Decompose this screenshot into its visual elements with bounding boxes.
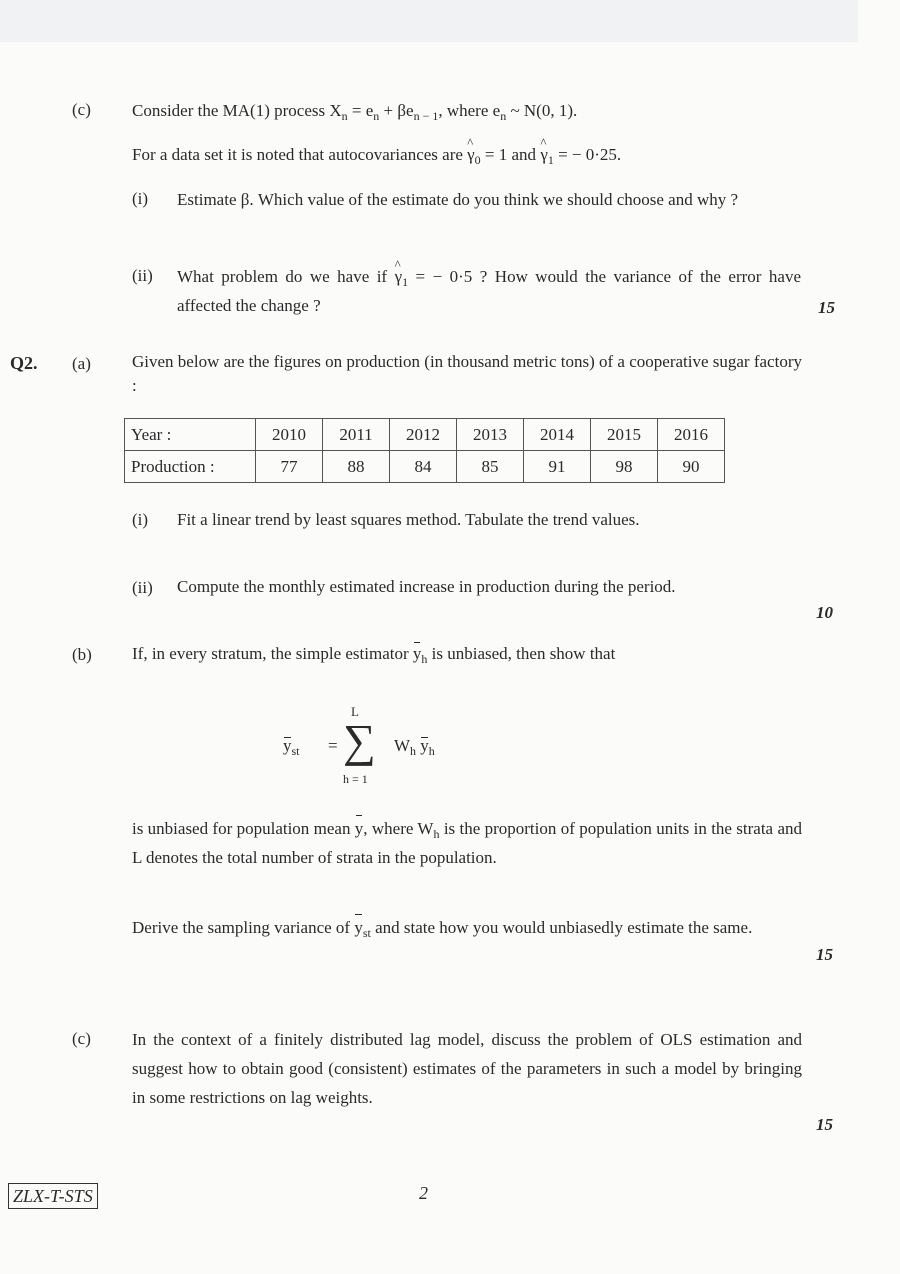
table-cell: 2013 [457, 419, 524, 451]
q2c-marks: 15 [816, 1115, 833, 1134]
table-cell: 2016 [658, 419, 725, 451]
table-cell: 2014 [524, 419, 591, 451]
q2a-ii-label: (ii) [132, 578, 153, 597]
table-cell: 91 [524, 451, 591, 483]
table-header-production: Production : [125, 451, 256, 483]
table-cell: 85 [457, 451, 524, 483]
q1c-marks: 15 [818, 298, 835, 317]
q2b-para2: Derive the sampling variance of $y_{st}$ and state how you would unbiasedly estimate the same. [132, 913, 802, 942]
q1c-label: (c) [72, 100, 91, 119]
q2a-i-text: Fit a linear trend by least squares method. Tabulate the trend values. [177, 510, 640, 529]
q2b-para1: is unbiased for population mean y, where $W_h$ is the proportion of population units in the strata and L denotes the total number of strata in the population. [132, 814, 802, 872]
table-cell: 2012 [390, 419, 457, 451]
top-band [0, 0, 858, 42]
q2a-marks: 10 [816, 603, 833, 622]
table-row [125, 419, 725, 451]
q2a-ii-text: Compute the monthly estimated increase in production during the period. [177, 577, 676, 596]
q1c-ii-label: (ii) [132, 266, 153, 285]
q2b-marks: 15 [816, 945, 833, 964]
q2b-line1: If, in every stratum, the simple estimator $y_h$ is unbiased, then show that [132, 641, 802, 667]
table-cell: 2010 [256, 419, 323, 451]
table-cell: 88 [323, 451, 390, 483]
q1c-i-text: Estimate β. Which value of the estimate do you think we should choose and why ? [177, 190, 739, 209]
table-cell: 90 [658, 451, 725, 483]
q2b-label: (b) [72, 645, 92, 664]
stratified-mean-formula: $y_{st}$ = L ∑ h = 1 $W_h$ $y_h$ [283, 704, 435, 786]
table-header-year: Year : [125, 419, 256, 451]
q1c-line1: Consider the MA(1) process $X_n = e_n + \beta e_{n - 1}$, where $e_n$ ~ N(0, 1). [132, 101, 578, 123]
table-cell: 2011 [323, 419, 390, 451]
table-row [125, 451, 725, 483]
q2c-label: (c) [72, 1029, 91, 1048]
q2-number: Q2. [10, 353, 38, 373]
table-cell: 84 [390, 451, 457, 483]
q1c-i-label: (i) [132, 189, 149, 208]
table-cell: 2015 [591, 419, 658, 451]
q2a-intro: Given below are the figures on production (in thousand metric tons) of a cooperative sugar factory : [132, 352, 802, 395]
page-number: 2 [419, 1183, 428, 1203]
q2a-i-label: (i) [132, 510, 149, 529]
paper-code: ZLX-T-STS [8, 1183, 98, 1209]
q1c-ii-text: What problem do we have if ^ $\gamma_1$ = − 0·5 ? How would the variance of the error have affected the change ? [177, 262, 801, 320]
production-table [124, 418, 725, 483]
table-cell: 98 [591, 451, 658, 483]
q2a-label: (a) [72, 354, 91, 373]
q2c-text: In the context of a finitely distributed lag model, discuss the problem of OLS estimation and suggest how to obtain good (consistent) estimates of the parameters in such a model by bringing in some restrictions on lag weights. [132, 1030, 802, 1107]
table-cell: 77 [256, 451, 323, 483]
q1c-line2: For a data set it is noted that autocovariances are ^ $\gamma_0 = 1$ and ^ $\gamma_1$ = − 0·25. [132, 140, 812, 169]
